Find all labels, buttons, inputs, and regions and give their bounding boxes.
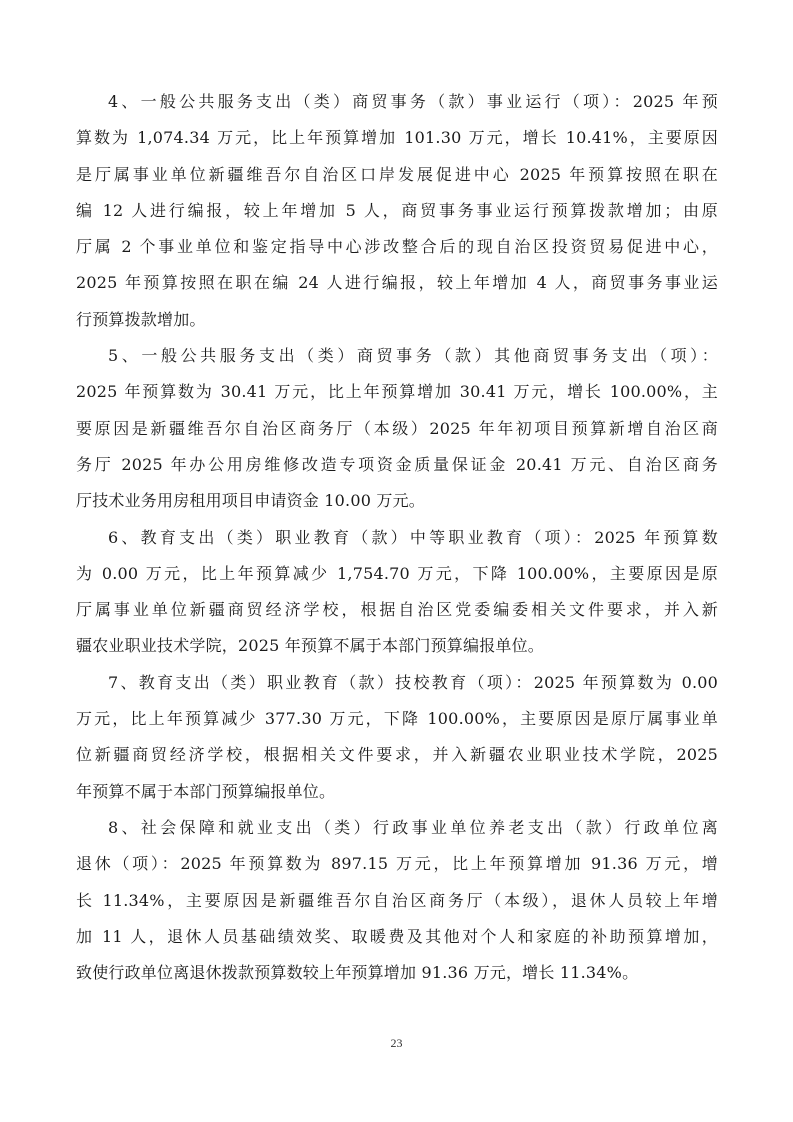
paragraph-line: 行预算拨款增加。 [76, 309, 206, 329]
paragraph-line: 为 0.00 万元，比上年预算减少 1,754.70 万元，下降 100.00%，主要原因是原 [76, 563, 718, 583]
paragraph-item-7 [76, 665, 718, 810]
page-number: 23 [390, 1036, 403, 1050]
paragraph-line: 务厅 2025 年办公用房维修改造专项资金质量保证金 20.41 万元、自治区商务 [76, 454, 718, 474]
paragraph-line: 7、教育支出（类）职业教育（款）技校教育（项）：2025 年预算数为 0.00 [108, 672, 718, 692]
paragraph-item-4 [76, 84, 718, 338]
paragraph-line: 厅属事业单位新疆商贸经济学校，根据自治区党委编委相关文件要求，并入新 [76, 600, 718, 620]
paragraph-line: 4、一般公共服务支出（类）商贸事务（款）事业运行（项）：2025 年预 [108, 92, 718, 111]
document-body [76, 84, 718, 991]
paragraph-line: 万元，比上年预算减少 377.30 万元，下降 100.00%，主要原因是原厅属事业单 [76, 709, 718, 729]
paragraph-line: 2025 年预算按照在职在编 24 人进行编报，较上年增加 4 人，商贸事务事业运 [76, 273, 718, 293]
paragraph-line: 是厅属事业单位新疆维吾尔自治区口岸发展促进中心 2025 年预算按照在职在 [76, 164, 718, 184]
paragraph-line: 长 11.34%，主要原因是新疆维吾尔自治区商务厅（本级），退休人员较上年增 [76, 890, 718, 910]
paragraph-item-5 [76, 338, 718, 519]
paragraph-line: 年预算不属于本部门预算编报单位。 [76, 781, 336, 801]
paragraph-line: 位新疆商贸经济学校，根据相关文件要求，并入新疆农业职业技术学院，2025 [76, 745, 718, 765]
paragraph-line: 疆农业职业技术学院，2025 年预算不属于本部门预算编报单位。 [76, 636, 545, 656]
paragraph-line: 致使行政单位离退休拨款预算数较上年预算增加 91.36 万元，增长 11.34%。 [76, 963, 639, 983]
paragraph-line: 加 11 人，退休人员基础绩效奖、取暖费及其他对个人和家庭的补助预算增加， [76, 926, 718, 946]
paragraph-line: 8、社会保障和就业支出（类）行政事业单位养老支出（款）行政单位离 [108, 817, 718, 837]
paragraph-line: 6、教育支出（类）职业教育（款）中等职业教育（项）：2025 年预算数 [108, 527, 718, 547]
paragraph-line: 编 12 人进行编报，较上年增加 5 人，商贸事务事业运行预算拨款增加；由原 [76, 200, 718, 220]
paragraph-line: 5、一般公共服务支出（类）商贸事务（款）其他商贸事务支出（项）： [108, 346, 718, 366]
paragraph-line: 厅属 2 个事业单位和鉴定指导中心涉改整合后的现自治区投资贸易促进中心， [76, 237, 718, 257]
paragraph-line: 厅技术业务用房租用项目申请资金 10.00 万元。 [76, 491, 425, 511]
paragraph-line: 退休（项）：2025 年预算数为 897.15 万元，比上年预算增加 91.36 万元，增 [76, 854, 718, 874]
paragraph-item-8 [76, 810, 718, 991]
paragraph-line: 算数为 1,074.34 万元，比上年预算增加 101.30 万元，增长 10.41%，主要原因 [76, 128, 718, 148]
paragraph-item-6 [76, 520, 718, 665]
paragraph-line: 2025 年预算数为 30.41 万元，比上年预算增加 30.41 万元，增长 100.00%，主 [76, 382, 718, 402]
paragraph-line: 要原因是新疆维吾尔自治区商务厅（本级）2025 年年初项目预算新增自治区商 [76, 418, 718, 438]
